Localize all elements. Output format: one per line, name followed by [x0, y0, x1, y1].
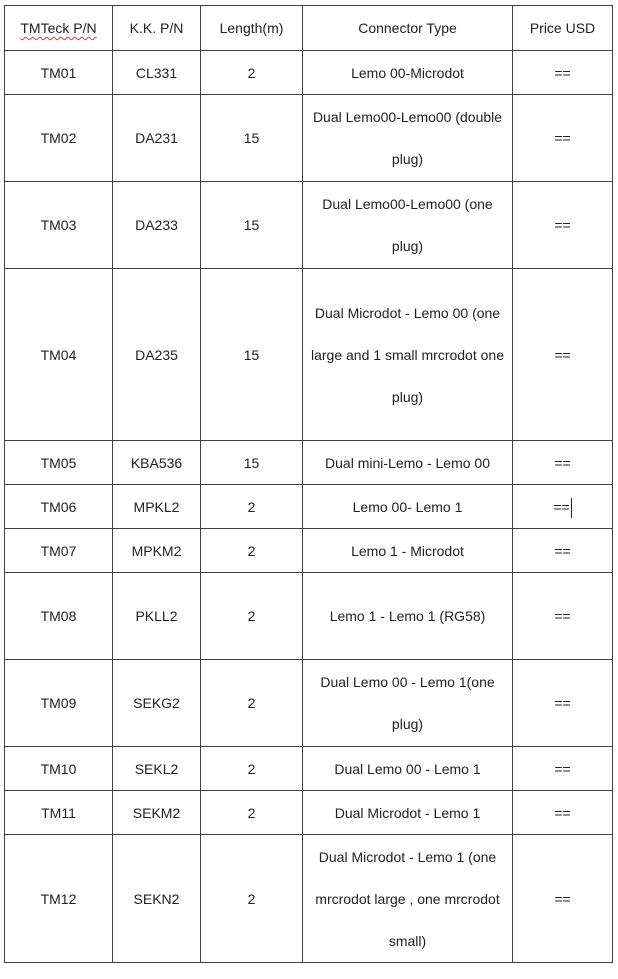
- cell-connector-type[interactable]: Dual Microdot - Lemo 1 (one mrcrodot large , one mrcrodot small): [303, 835, 513, 963]
- cell-price[interactable]: ==: [513, 95, 613, 182]
- cell-tmteck-pn[interactable]: TM07: [5, 529, 113, 573]
- cell-connector-type[interactable]: Dual mini-Lemo - Lemo 00: [303, 441, 513, 485]
- cell-price[interactable]: ==: [513, 529, 613, 573]
- header-cell-connector-type[interactable]: Connector Type: [303, 6, 513, 51]
- cell-price[interactable]: ==: [513, 791, 613, 835]
- cell-length[interactable]: 2: [201, 51, 303, 95]
- cell-connector-type[interactable]: Lemo 1 - Lemo 1 (RG58): [303, 573, 513, 660]
- cell-connector-type[interactable]: Lemo 00- Lemo 1: [303, 485, 513, 529]
- text-caret-icon: [571, 498, 572, 518]
- cell-tmteck-pn[interactable]: TM01: [5, 51, 113, 95]
- table-row: [5, 529, 613, 573]
- table-row: [5, 182, 613, 269]
- cell-kk-pn[interactable]: SEKG2: [113, 660, 201, 747]
- cell-tmteck-pn[interactable]: TM02: [5, 95, 113, 182]
- cell-kk-pn[interactable]: PKLL2: [113, 573, 201, 660]
- cell-tmteck-pn[interactable]: TM05: [5, 441, 113, 485]
- cell-price[interactable]: ==: [513, 51, 613, 95]
- table-header-row: [5, 6, 613, 51]
- parts-table: [4, 5, 613, 963]
- cell-connector-type[interactable]: Dual Lemo00-Lemo00 (double plug): [303, 95, 513, 182]
- table-row: [5, 791, 613, 835]
- cell-price-active[interactable]: ==: [513, 485, 613, 529]
- header-cell-kk-pn[interactable]: K.K. P/N: [113, 6, 201, 51]
- cell-tmteck-pn[interactable]: TM03: [5, 182, 113, 269]
- cell-kk-pn[interactable]: KBA536: [113, 441, 201, 485]
- cell-tmteck-pn[interactable]: TM09: [5, 660, 113, 747]
- cell-price[interactable]: ==: [513, 835, 613, 963]
- cell-price[interactable]: ==: [513, 441, 613, 485]
- cell-length[interactable]: 15: [201, 182, 303, 269]
- table-row: [5, 51, 613, 95]
- cell-tmteck-pn[interactable]: TM04: [5, 269, 113, 441]
- table-row: [5, 573, 613, 660]
- cell-tmteck-pn[interactable]: TM08: [5, 573, 113, 660]
- cell-connector-type[interactable]: Dual Microdot - Lemo 00 (one large and 1 small mrcrodot one plug): [303, 269, 513, 441]
- cell-length[interactable]: 2: [201, 835, 303, 963]
- cell-tmteck-pn[interactable]: TM06: [5, 485, 113, 529]
- header-cell-length[interactable]: Length(m): [201, 6, 303, 51]
- cell-length[interactable]: 15: [201, 95, 303, 182]
- cell-price[interactable]: ==: [513, 660, 613, 747]
- table-row: [5, 269, 613, 441]
- cell-kk-pn[interactable]: DA235: [113, 269, 201, 441]
- cell-length[interactable]: 2: [201, 485, 303, 529]
- cell-kk-pn[interactable]: DA231: [113, 95, 201, 182]
- cell-connector-type[interactable]: Dual Microdot - Lemo 1: [303, 791, 513, 835]
- cell-tmteck-pn[interactable]: TM12: [5, 835, 113, 963]
- cell-length[interactable]: 15: [201, 269, 303, 441]
- cell-kk-pn[interactable]: SEKL2: [113, 747, 201, 791]
- cell-length[interactable]: 2: [201, 529, 303, 573]
- cell-kk-pn[interactable]: CL331: [113, 51, 201, 95]
- cell-connector-type[interactable]: Dual Lemo 00 - Lemo 1(one plug): [303, 660, 513, 747]
- table-row: [5, 660, 613, 747]
- cell-price[interactable]: ==: [513, 747, 613, 791]
- cell-length[interactable]: 2: [201, 791, 303, 835]
- cell-length[interactable]: 15: [201, 441, 303, 485]
- cell-price[interactable]: ==: [513, 573, 613, 660]
- cell-kk-pn[interactable]: MPKM2: [113, 529, 201, 573]
- header-cell-price-usd[interactable]: Price USD: [513, 6, 613, 51]
- table-row: [5, 95, 613, 182]
- cell-price[interactable]: ==: [513, 269, 613, 441]
- cell-tmteck-pn[interactable]: TM11: [5, 791, 113, 835]
- table-row: [5, 485, 613, 529]
- header-cell-tmteck-pn[interactable]: TMTeck P/N: [5, 6, 113, 51]
- cell-connector-type[interactable]: Dual Lemo00-Lemo00 (one plug): [303, 182, 513, 269]
- table-row: [5, 835, 613, 963]
- cell-kk-pn[interactable]: DA233: [113, 182, 201, 269]
- cell-kk-pn[interactable]: MPKL2: [113, 485, 201, 529]
- cell-kk-pn[interactable]: SEKN2: [113, 835, 201, 963]
- cell-tmteck-pn[interactable]: TM10: [5, 747, 113, 791]
- cell-length[interactable]: 2: [201, 573, 303, 660]
- cell-kk-pn[interactable]: SEKM2: [113, 791, 201, 835]
- cell-length[interactable]: 2: [201, 747, 303, 791]
- table-row: [5, 441, 613, 485]
- cell-length[interactable]: 2: [201, 660, 303, 747]
- cell-price[interactable]: ==: [513, 182, 613, 269]
- cell-connector-type[interactable]: Dual Lemo 00 - Lemo 1: [303, 747, 513, 791]
- table-row: [5, 747, 613, 791]
- cell-connector-type[interactable]: Lemo 00-Microdot: [303, 51, 513, 95]
- cell-connector-type[interactable]: Lemo 1 - Microdot: [303, 529, 513, 573]
